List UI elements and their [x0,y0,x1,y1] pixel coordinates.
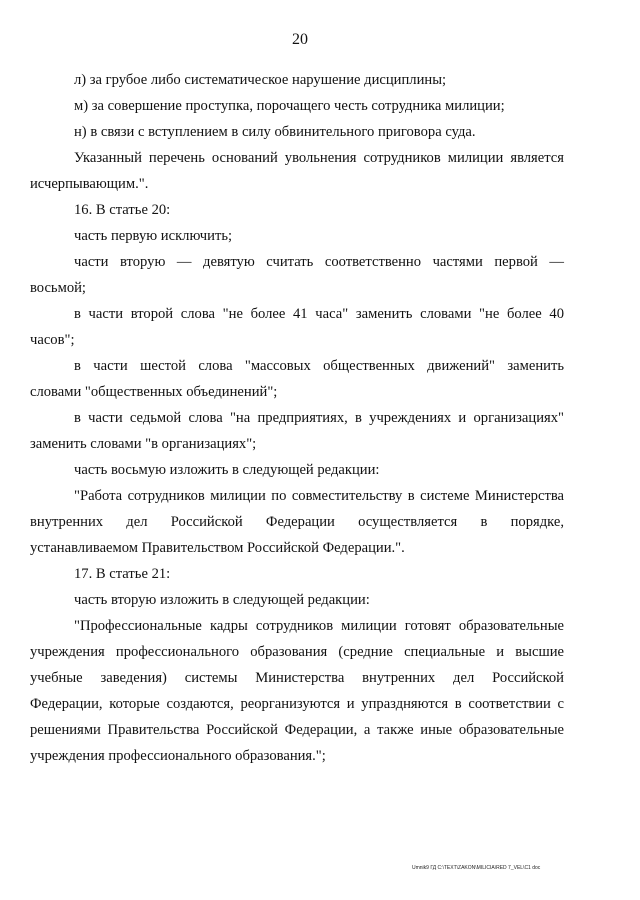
article-17-quote-line-1: "Профессиональные кадры сотрудников милиции готовят образовательные [74,618,564,634]
article-16-heading: 16. В статье 20: [74,202,171,218]
article-17-quote-line-6: учреждения профессионального образования."; [30,748,326,764]
article-17-quote-line-4: Федерации, которые создаются, реорганизуются и упраздняются в соответствии с [30,696,564,712]
article-16-second-line-1: в части второй слова "не более 41 часа" заменить словами "не более 40 [74,306,564,322]
list-item-l: л) за грубое либо систематическое нарушение дисциплины; [74,72,447,88]
summary-line-2: исчерпывающим.". [30,176,149,192]
article-16-sixth-line-2: словами "общественных объединений"; [30,384,278,400]
list-item-n: н) в связи с вступлением в силу обвинительного приговора суда. [74,124,476,140]
article-17-quote-line-3: учебные заведения) системы Министерства внутренних дел Российской [30,670,564,686]
summary-line-1: Указанный перечень оснований увольнения сотрудников милиции является [74,150,564,166]
document-body [30,67,564,769]
article-17-intro: часть вторую изложить в следующей редакции: [74,592,370,608]
article-16-renumber-line-1: части вторую — девятую считать соответственно частями первой — [74,254,564,270]
list-item-m: м) за совершение проступка, порочащего честь сотрудника милиции; [74,98,505,114]
article-16-eighth-intro: часть восьмую изложить в следующей редакции: [74,462,380,478]
footer-file-path: Umnik9 ГД C:\TEXT\ZAKON\MILICIA\RED 7_VEL\C1 doc [412,865,541,871]
article-17-quote-line-2: учреждения профессионального образования (средние специальные и высшие [30,644,564,660]
article-17-heading: 17. В статье 21: [74,566,171,582]
article-16-eighth-quote-line-3: устанавливаемом Правительством Российской Федерации.". [30,540,405,556]
article-17-quote-line-5: решениями Правительства Российской Федерации, а также иные образовательные [30,722,564,738]
article-16-eighth-quote-line-2: внутренних дел Российской Федерации осуществляется в порядке, [30,514,564,530]
article-16-second-line-2: часов"; [30,332,75,348]
article-16-seventh-line-1: в части седьмой слова "на предприятиях, в учреждениях и организациях" [74,410,564,426]
article-16-part-first: часть первую исключить; [74,228,233,244]
article-16-renumber-line-2: восьмой; [30,280,86,296]
article-16-eighth-quote-line-1: "Работа сотрудников милиции по совместительству в системе Министерства [74,488,564,504]
page-number: 20 [292,31,308,48]
article-16-seventh-line-2: заменить словами "в организациях"; [30,436,257,452]
article-16-sixth-line-1: в части шестой слова "массовых общественных движений" заменить [74,358,564,374]
